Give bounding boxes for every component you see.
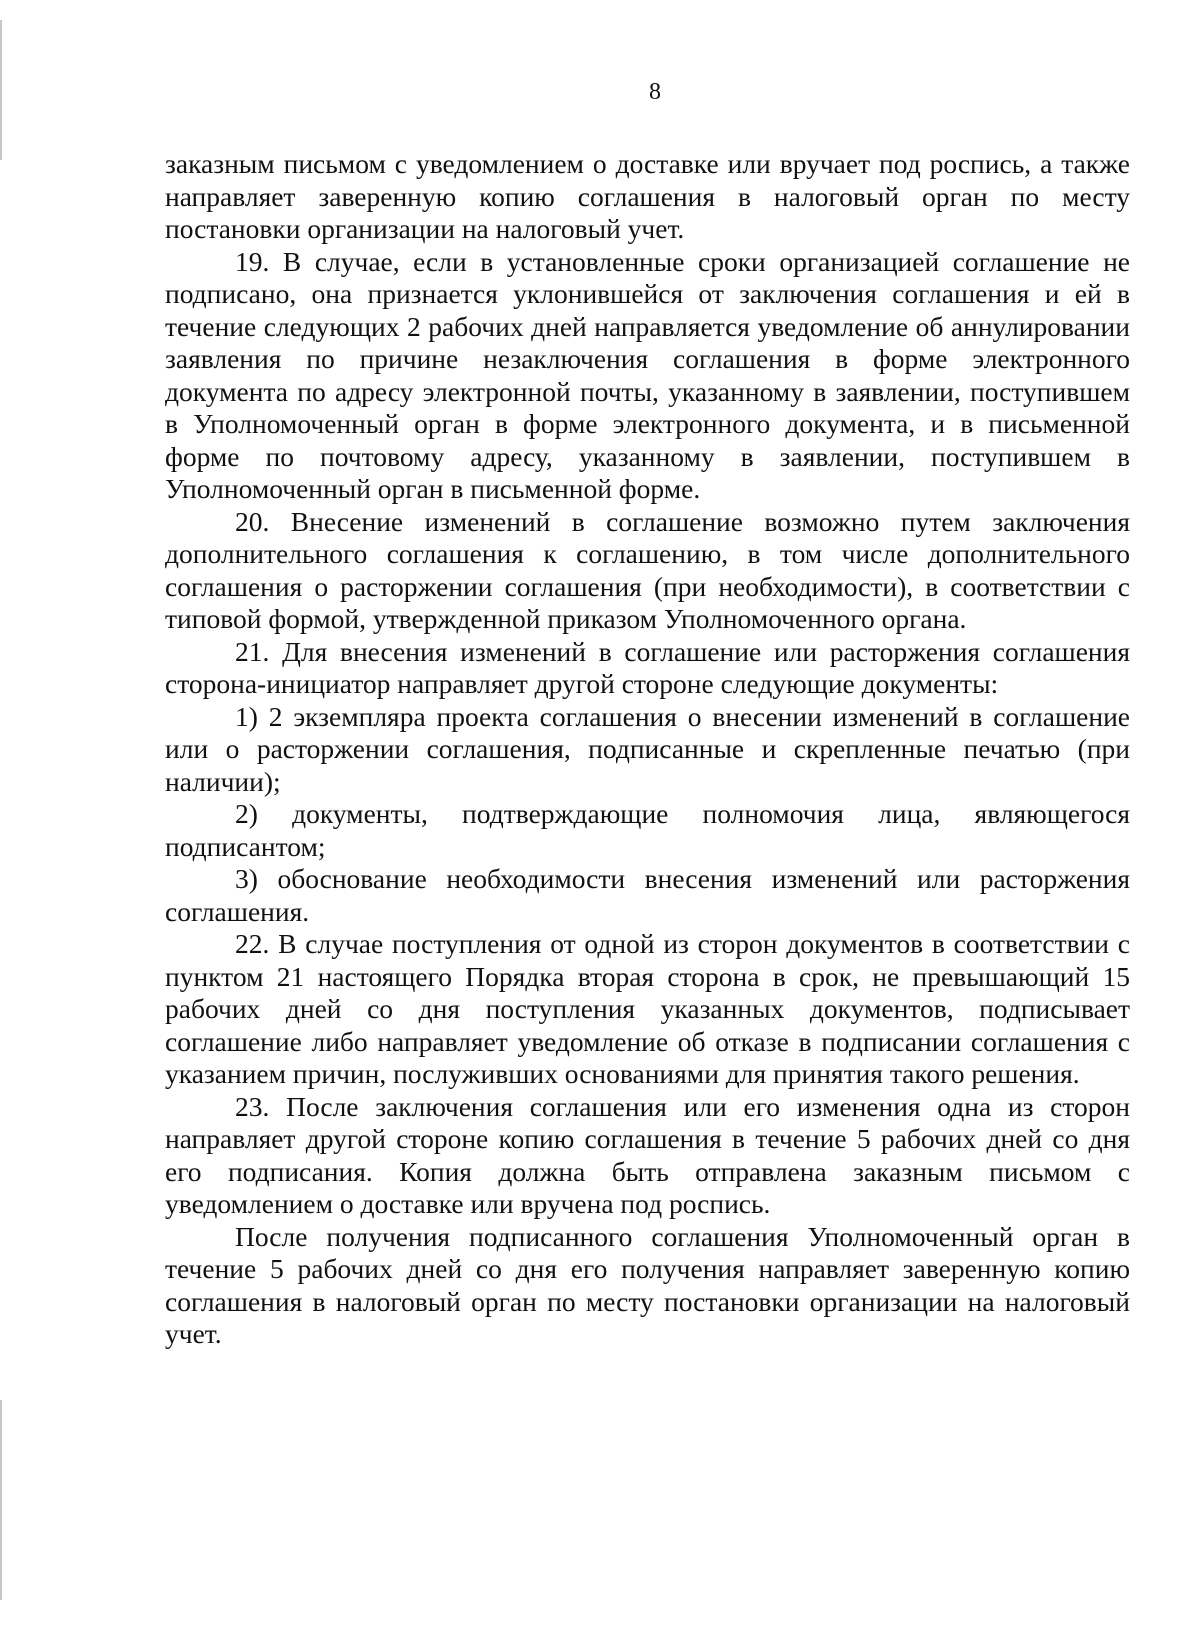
document-body <box>165 148 1130 1351</box>
list-item-3: 3) обоснование необходимости внесения изменений или расторжения соглашения. <box>165 863 1130 927</box>
paragraph-23: 23. После заключения соглашения или его изменения одна из сторон направляет другой стороне копию соглашения в течение 5 рабочих дней со дня его подписания. Копия должна быть отправлена заказным письмом с уведомлением о доставке или вручена под роспись. <box>165 1090 1130 1219</box>
paragraph-continuation: заказным письмом с уведомлением о доставке или вручает под роспись, а также направляет заверенную копию соглашения в налоговый орган по месту постановки организации на налоговый учет. <box>165 148 1130 244</box>
paragraph-22: 22. В случае поступления от одной из сторон документов в соответствии с пунктом 21 настоящего Порядка вторая сторона в срок, не превышающий 15 рабочих дней со дня поступления указанных документов, подписывает соглашение либо направляет уведомление об отказе в подписании соглашения с указанием причин, послуживших основаниями для принятия такого решения. <box>165 928 1130 1089</box>
page-number: 8 <box>649 79 661 105</box>
paragraph-21: 21. Для внесения изменений в соглашение или расторжения соглашения сторона-инициатор направляет другой стороне следующие документы: <box>165 635 1130 699</box>
scan-edge-mark <box>0 1400 2 1600</box>
paragraph-19: 19. В случае, если в установленные сроки организацией соглашение не подписано, она признается уклонившейся от заключения соглашения и ей в течение следующих 2 рабочих дней направляется уведомление об аннулировании заявления по причине незаключения соглашения в форме электронного документа по адресу электронной почты, указанному в заявлении, поступившем в Уполномоченный орган в форме электронного документа, и в письменной форме по почтовому адресу, указанному в заявлении, поступившем в Уполномоченный орган в письменной форме. <box>165 245 1130 504</box>
list-item-1: 1) 2 экземпляра проекта соглашения о внесении изменений в соглашение или о расторжении соглашения, подписанные и скрепленные печатью (при наличии); <box>165 700 1130 797</box>
paragraph-20: 20. Внесение изменений в соглашение возможно путем заключения дополнительного соглашения к соглашению, в том числе дополнительного соглашения о расторжении соглашения (при необходимости), в соответствии с типовой формой, утвержденной приказом Уполномоченного органа. <box>165 505 1130 634</box>
paragraph-final: После получения подписанного соглашения Уполномоченный орган в течение 5 рабочих дней со дня его получения направляет заверенную копию соглашения в налоговый орган по месту постановки организации на налоговый учет. <box>165 1220 1130 1349</box>
list-item-2: 2) документы, подтверждающие полномочия лица, являющегося подписантом; <box>165 798 1130 862</box>
